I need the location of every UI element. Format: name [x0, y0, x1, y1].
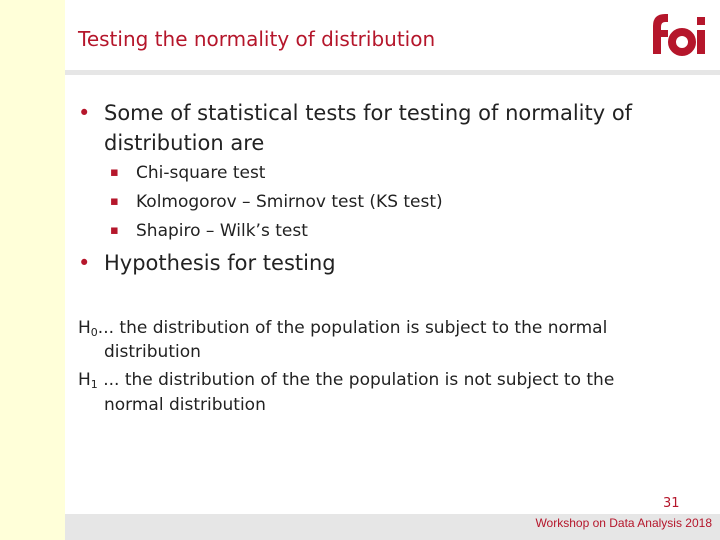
hypothesis-text-continued: normal distribution	[104, 395, 266, 415]
sub-bullet-text: Chi-square test	[136, 163, 266, 183]
hypothesis-subscript: 0	[90, 326, 98, 339]
sub-bullet-marker: ▪	[110, 165, 119, 180]
sub-bullet-marker: ▪	[110, 223, 119, 238]
hypothesis-h1	[78, 368, 614, 392]
bullet-text-line: Hypothesis for testing	[104, 251, 336, 275]
page-number: 31	[663, 496, 680, 511]
bullet-marker: •	[78, 101, 91, 125]
footer-text: Workshop on Data Analysis 2018	[535, 516, 712, 530]
bullet-marker: •	[78, 251, 91, 275]
sub-bullet-text: Kolmogorov – Smirnov test (KS test)	[136, 192, 443, 212]
hypothesis-h0	[78, 316, 607, 340]
bullet-text-line: Some of statistical tests for testing of normality of	[104, 101, 633, 125]
hypothesis-text-continued: distribution	[104, 342, 201, 362]
hypothesis-symbol: H	[78, 370, 91, 390]
sub-bullet-text: Shapiro – Wilk’s test	[136, 221, 308, 241]
hypothesis-text: ... the distribution of the the population is not subject to the	[97, 370, 615, 390]
title-divider	[65, 70, 720, 75]
bullet-text-line: distribution are	[104, 131, 265, 155]
hypothesis-subscript: 1	[90, 378, 98, 391]
left-margin-band	[0, 0, 65, 540]
hypothesis-symbol: H	[78, 318, 91, 338]
slide-title: Testing the normality of distribution	[78, 27, 436, 51]
sub-bullet-marker: ▪	[110, 194, 119, 209]
foi-logo	[641, 6, 711, 60]
hypothesis-text: ... the distribution of the population is subject to the normal	[97, 318, 608, 338]
